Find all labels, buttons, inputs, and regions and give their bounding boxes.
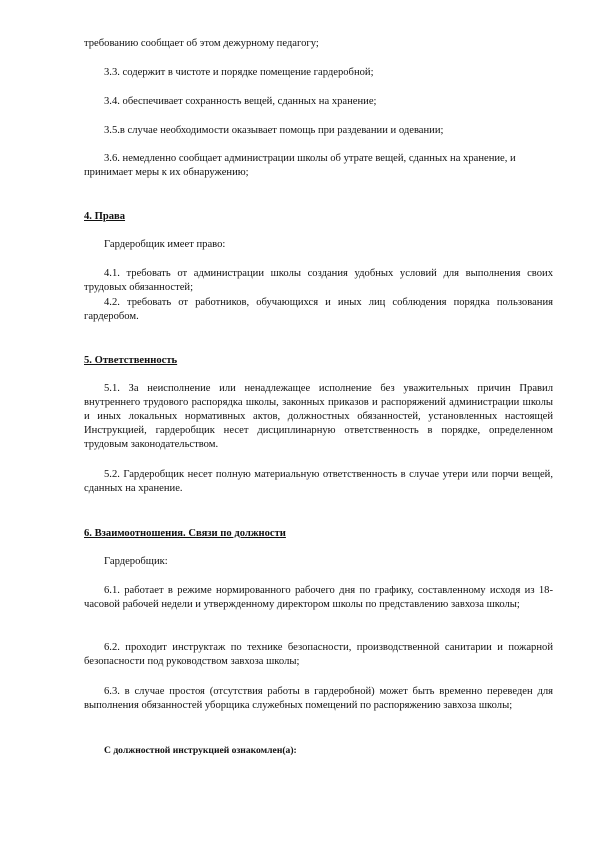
- paragraph-3-6: 3.6. немедленно сообщает администрации школы об утрате вещей, сданных на хранение, и принимает меры к их обнаружению;: [84, 153, 516, 178]
- paragraph-4-1: 4.1. требовать от администрации школы создания удобных условий для выполнения своих трудовых обязанностей;: [84, 268, 553, 293]
- paragraph-continuation: требованию сообщает об этом дежурному педагогу;: [84, 38, 319, 49]
- paragraph-5-1: 5.1. За неисполнение или ненадлежащее исполнение без уважительных причин Правил внутреннего трудового распорядка школы, законных приказов и распоряжений администрации школы и иных локальных нормативных актов, должностных обязанностей, установленных настоящей Инструкцией, гардеробщик несет дисциплинарную ответственность в порядке, определенном трудовым законодательством.: [84, 383, 553, 450]
- section-4-intro: Гардеробщик имеет право:: [104, 239, 226, 250]
- paragraph-4-2: 4.2. требовать от работников, обучающихся и иных лиц соблюдения порядка пользования гардеробом.: [84, 297, 553, 322]
- paragraph-3-4: 3.4. обеспечивает сохранность вещей, сданных на хранение;: [104, 96, 377, 107]
- paragraph-3-5: 3.5.в случае необходимости оказывает помощь при раздевании и одевании;: [104, 125, 444, 136]
- paragraph-5-2: 5.2. Гардеробщик несет полную материальную ответственность в случае утери или порчи вещей, сданных на хранение.: [84, 469, 553, 494]
- paragraph-6-1: 6.1. работает в режиме нормированного рабочего дня по графику, составленному исходя из 18-часовой рабочей недели и утвержденному директором школы по представлению завхоза школы;: [84, 585, 553, 610]
- paragraph-6-2: 6.2. проходит инструктаж по технике безопасности, производственной санитарии и пожарной безопасности под руководством завхоза школы;: [84, 642, 553, 667]
- section-6-intro: Гардеробщик:: [104, 556, 168, 567]
- section-6-title: 6. Взаимоотношения. Связи по должности: [84, 528, 286, 539]
- section-4-title: 4. Права: [84, 211, 126, 222]
- paragraph-3-3: 3.3. содержит в чистоте и порядке помещение гардеробной;: [104, 67, 374, 78]
- paragraph-6-3: 6.3. в случае простоя (отсутствия работы в гардеробной) может быть временно переведен для выполнения обязанностей уборщика служебных помещений по распоряжению завхоза школы;: [84, 686, 553, 711]
- acquaintance-line: С должностной инструкцией ознакомлен(а):: [104, 745, 297, 756]
- section-5-title: 5. Ответственность: [84, 355, 178, 366]
